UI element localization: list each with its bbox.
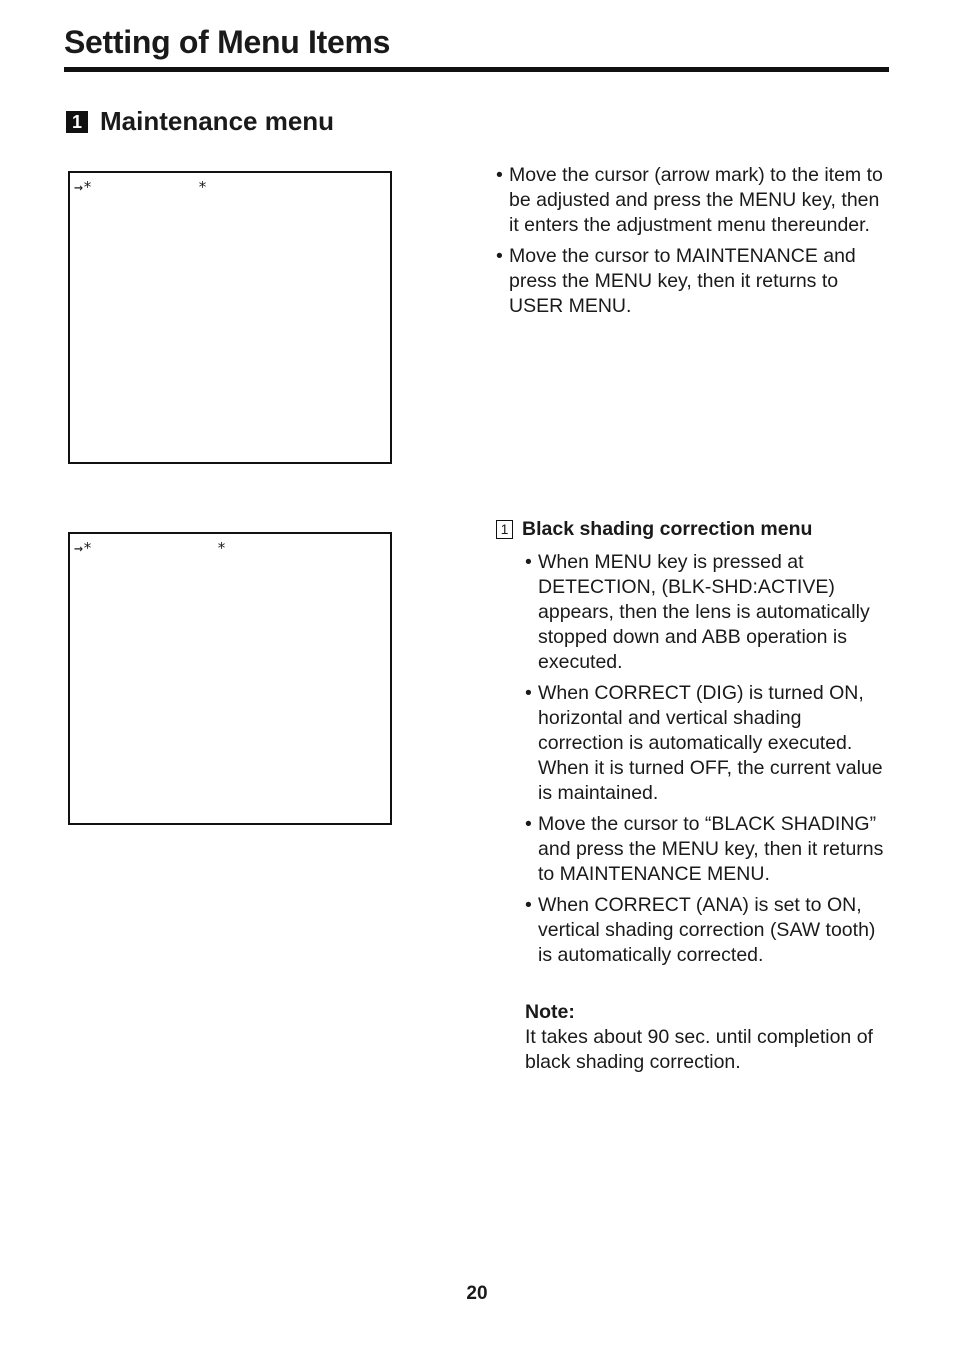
list-item: • When MENU key is pressed at DETECTION, (BLK-SHD:ACTIVE) appears, then the lens is automatically stopped down and ABB operation is executed. bbox=[525, 550, 891, 675]
menu-title-star: * bbox=[217, 539, 227, 557]
section-title: Maintenance menu bbox=[100, 106, 335, 136]
section-heading bbox=[66, 106, 334, 137]
list-item: • When CORRECT (DIG) is turned ON, horizontal and vertical shading correction is automatically executed. When it is turned OFF, the current value is maintained. bbox=[525, 681, 891, 806]
section-number-badge: 1 bbox=[66, 111, 88, 133]
title-rule bbox=[64, 67, 889, 72]
page-number: 20 bbox=[466, 1283, 488, 1304]
cursor-arrow-icon: →* bbox=[74, 178, 93, 196]
note-text: It takes about 90 sec. until completion of black shading correction. bbox=[525, 1026, 873, 1073]
maintenance-menu-screen bbox=[68, 171, 392, 464]
note-label: Note: bbox=[525, 1001, 575, 1023]
intro-bullet-list bbox=[496, 163, 888, 325]
menu-title-star: * bbox=[198, 178, 208, 196]
subsection-title: Black shading correction menu bbox=[522, 518, 813, 540]
cursor-arrow-icon: →* bbox=[74, 539, 93, 557]
black-shading-bullet-list bbox=[525, 550, 891, 974]
page-title: Setting of Menu Items bbox=[64, 24, 391, 60]
subsection-heading bbox=[496, 518, 812, 541]
list-item: • Move the cursor (arrow mark) to the item to be adjusted and press the MENU key, then it enters the adjustment menu thereunder. bbox=[496, 163, 888, 238]
list-item: • Move the cursor to MAINTENANCE and press the MENU key, then it returns to USER MENU. bbox=[496, 244, 888, 319]
black-shading-menu-screen bbox=[68, 532, 392, 825]
subsection-number-box: 1 bbox=[496, 520, 513, 539]
list-item: • Move the cursor to “BLACK SHADING” and press the MENU key, then it returns to MAINTENANCE MENU. bbox=[525, 812, 891, 887]
note-block bbox=[525, 1000, 891, 1075]
list-item: • When CORRECT (ANA) is set to ON, vertical shading correction (SAW tooth) is automatically corrected. bbox=[525, 893, 891, 968]
